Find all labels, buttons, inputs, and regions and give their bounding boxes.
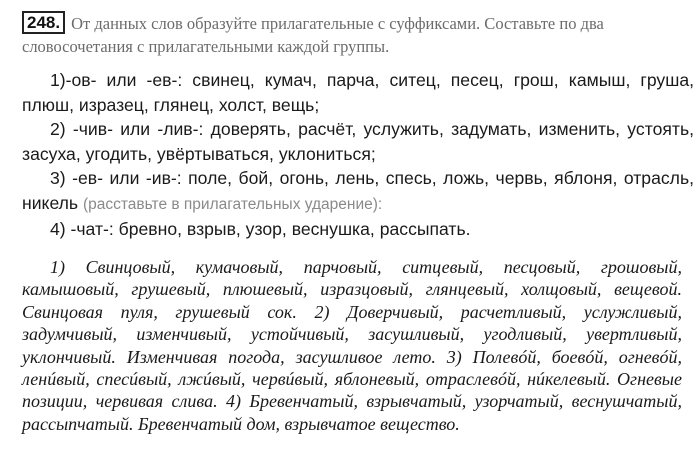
task-instruction: От данных слов образуйте прилагательные с суффиксами. Составьте по два словосочетания с прилагательными каждой группы. xyxy=(22,14,604,56)
word-groups xyxy=(22,68,694,242)
answer-text: 1) Свинцовый, кумачовый, парчовый, ситцевый, песцовый, грошовый, камышовый, грушевый, плюшевый, изразцовый, глянцевый, холщовый, вещевой. Свинцовая пуля, грушевый сок. 2) Доверчивый, расчетливый, услужливый, задумчивый, изменчивый, устойчивый, засушливый, угодливый, увертливый, уклончивый. Изменчивая погода, засушливое лето. 3) Полевóй, боевóй, огневóй, ленúвый, спесúвый, лжúвый, червúвый, яблоневый, отраслевóй, нúкелевый. Огневые позиции, червивая слива. 4) Бревенчатый, взрывчатый, узорчатый, веснушчатый, рассыпчатый. Бревенчатый дом, взрывчатое вещество. xyxy=(22,257,682,434)
task-number: 248. xyxy=(22,11,65,34)
group-1-text: 1)-ов- или -ев-: свинец, кумач, парча, ситец, песец, грош, камыш, груша, плюш, изразец, глянец, холст, вещь; xyxy=(22,70,694,115)
group-3 xyxy=(22,166,694,217)
group-2 xyxy=(22,117,694,166)
group-4 xyxy=(22,217,694,242)
group-3-text: 3) -ев- или -ив-: поле, бой, огонь, лень, спесь, ложь, червь, яблоня, отрасль, никель xyxy=(22,168,694,213)
group-4-text: 4) -чат-: бревно, взрыв, узор, веснушка, рассыпать. xyxy=(50,219,471,239)
group-2-text: 2) -чив- или -лив-: доверять, расчёт, услужить, задумать, изменить, устоять, засуха, угодить, увёртываться, уклониться; xyxy=(22,119,694,164)
group-1 xyxy=(22,68,694,117)
task-header xyxy=(22,11,692,58)
group-3-note: (расставьте в прилагательных ударение): xyxy=(82,195,383,213)
